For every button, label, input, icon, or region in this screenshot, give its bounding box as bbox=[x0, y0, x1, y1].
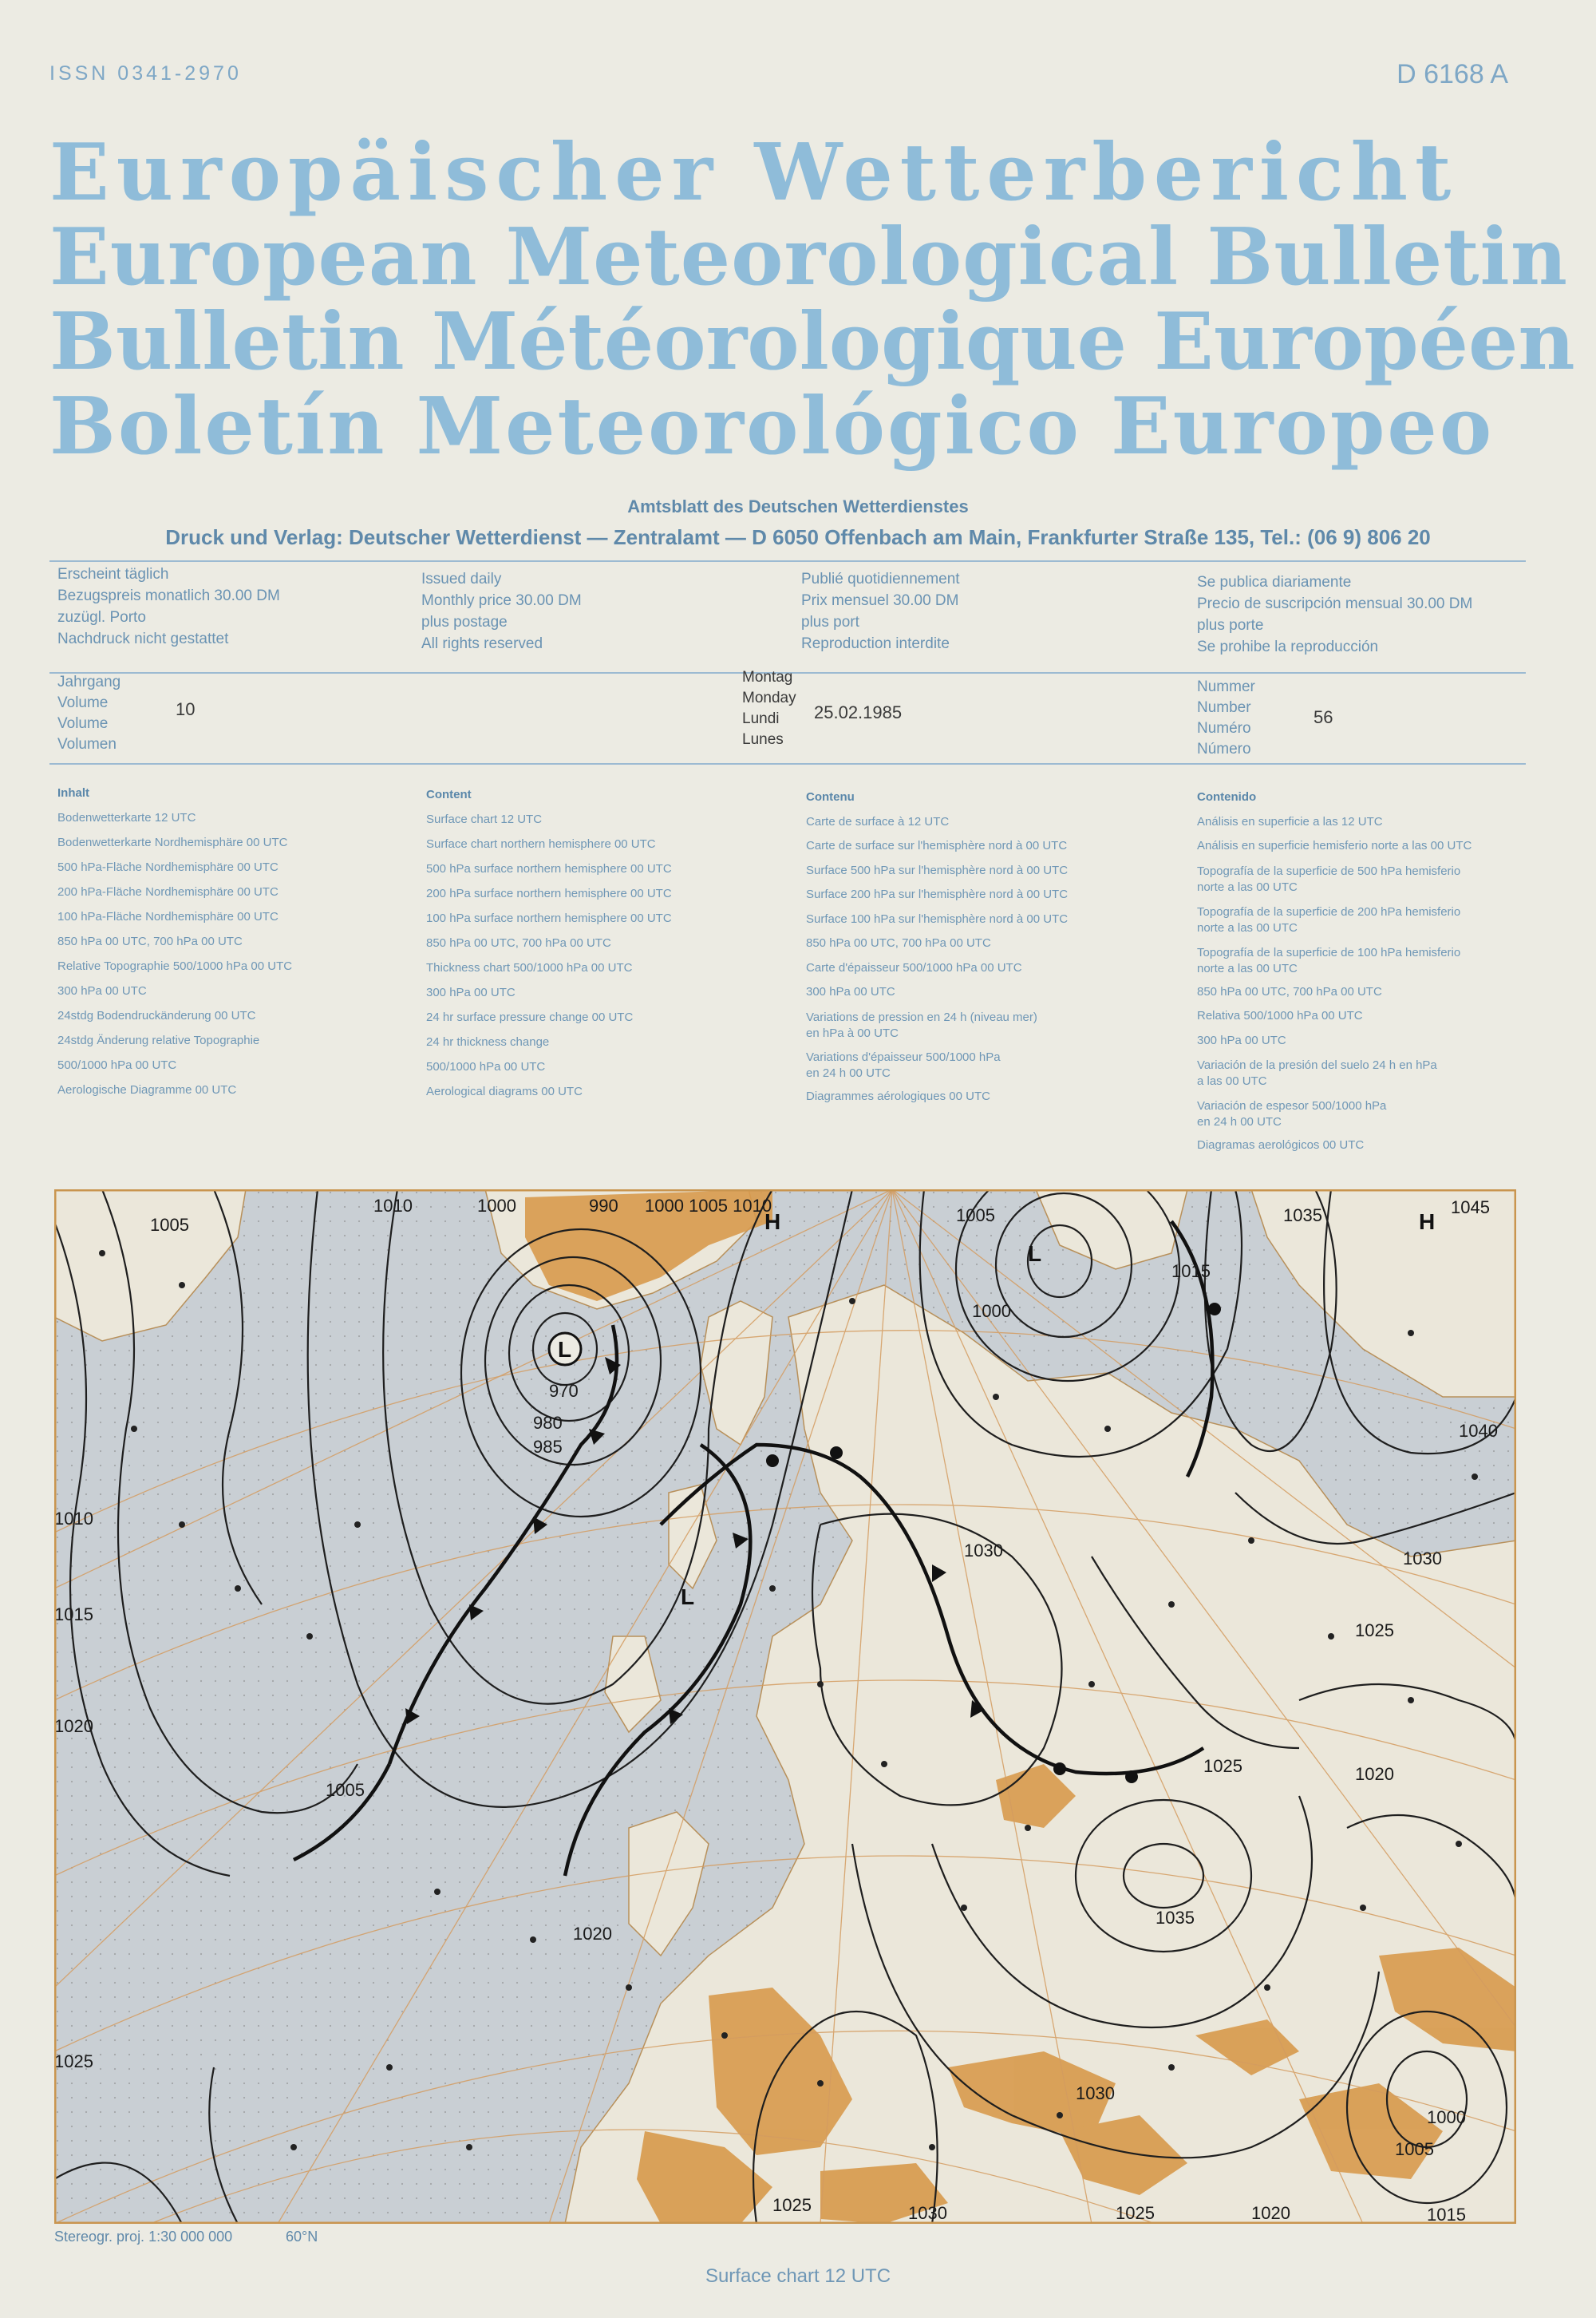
postal-code: D 6168 A bbox=[1396, 59, 1508, 89]
isobar-label: 1020 bbox=[1251, 2203, 1290, 2223]
isobar-label: 1000 1005 1010 bbox=[645, 1196, 772, 1216]
isobar-label: 1025 bbox=[1203, 1756, 1242, 1776]
isobar-label: 985 bbox=[533, 1437, 563, 1457]
contents-fr: Contenu Carte de surface à 12 UTC Carte de surface sur l'hemisphère nord à 00 UTC Surface 500 hPa sur l'hemisphère nord à 00 UTC Surface 200 hPa sur l'hemisphère nord à 00 UTC Surface 100 hPa sur l'hemisphère nord à 00 UTC 850 hPa 00 UTC, 700 hPa 00 UTC Carte d'épaisseur 500/1000 hPa 00 UTC 300 hPa 00 UTC Variations de pression en 24 h (niveau mer) en hPa à 00 UTC Variations d'épaisseur 500/1000 hPa en 24 h 00 UTC Diagrammes aérologiques 00 UTC bbox=[806, 790, 1069, 1103]
isobar-label: 1010 bbox=[373, 1196, 413, 1216]
publication-info-es: Se publica diariamente Precio de suscripción mensual 30.00 DM plus porte Se prohibe la reproducción bbox=[1197, 574, 1473, 655]
issue-date: 25.02.1985 bbox=[814, 702, 903, 722]
isobar-label: 1015 bbox=[54, 1604, 93, 1624]
isobar-label: 1020 bbox=[54, 1716, 93, 1736]
isobar-label: 1030 bbox=[964, 1541, 1003, 1560]
issue-number: 56 bbox=[1314, 707, 1333, 727]
publication-info-de: Erscheint täglich Bezugspreis monatlich 30.00 DM zuzügl. Porto Nachdruck nicht gestattet bbox=[57, 566, 280, 647]
isobar-label: 1025 bbox=[772, 2195, 812, 2215]
latitude-note: 60°N bbox=[286, 2229, 318, 2245]
isobar-label: 1005 bbox=[956, 1205, 995, 1225]
isobar-label: 1025 bbox=[54, 2051, 93, 2071]
isobar-label: 1000 bbox=[1427, 2107, 1466, 2127]
official-gazette-line: Amtsblatt des Deutschen Wetterdienstes bbox=[627, 496, 969, 516]
isobar-label: 1015 bbox=[1427, 2205, 1466, 2224]
projection-note: Stereogr. proj. 1:30 000 000 bbox=[54, 2229, 233, 2245]
chart-caption: Surface chart 12 UTC bbox=[705, 2265, 891, 2287]
issn-number: ISSN 0341-2970 bbox=[49, 62, 242, 85]
isobar-label: 1000 bbox=[972, 1301, 1011, 1321]
volume-labels: Jahrgang Volume Volume Volumen bbox=[57, 674, 121, 753]
surface-weather-map bbox=[54, 1189, 1516, 2224]
low-center-label: L bbox=[558, 1337, 572, 1362]
weekday-labels: Montag Monday Lundi Lunes bbox=[742, 669, 796, 748]
number-labels: Nummer Number Numéro Número bbox=[1197, 678, 1255, 758]
isobar-label: 1030 bbox=[1076, 2083, 1115, 2103]
divider bbox=[49, 560, 1526, 562]
isobar-label: 1005 bbox=[1395, 2139, 1434, 2159]
isobar-label: 990 bbox=[589, 1196, 618, 1216]
isobar-label: 1040 bbox=[1459, 1421, 1498, 1441]
isobar-label: 1030 bbox=[1403, 1549, 1442, 1568]
title-spanish: Boletín Meteorológico Europeo bbox=[49, 381, 1495, 473]
isobar-label: 1045 bbox=[1451, 1197, 1490, 1217]
isobar-label: 1005 bbox=[326, 1780, 365, 1800]
isobar-label: 1020 bbox=[573, 1924, 612, 1944]
publication-info-en: Issued daily Monthly price 30.00 DM plus postage All rights reserved bbox=[421, 571, 582, 652]
contents-es: Contenido Análisis en superficie a las 12 UTC Análisis en superficie hemisferio norte a las 00 UTC Topografía de la superficie de 500 hPa hemisferio norte a las 00 UTC Topografía de la superficie de 200 hPa hemisferio norte a las 00 UTC Topografía de la superficie de 100 hPa hemisferio norte a las 00 UTC 850 hPa 00 UTC, 700 hPa 00 UTC Relativa 500/1000 hPa 00 UTC 300 hPa 00 UTC Variación de la presión del suelo 24 h en hPa a las 00 UTC Variación de espesor 500/1000 hPa en 24 h 00 UTC Diagramas aerológicos 00 UTC bbox=[1197, 790, 1472, 1152]
low-center-label: L bbox=[1028, 1241, 1042, 1266]
contents-de: Inhalt Bodenwetterkarte 12 UTC Bodenwetterkarte Nordhemisphäre 00 UTC 500 hPa-Fläche Nordhemisphäre 00 UTC 200 hPa-Fläche Nordhemisphäre 00 UTC 100 hPa-Fläche Nordhemisphäre 00 UTC 850 hPa 00 UTC, 700 hPa 00 UTC Relative Topographie 500/1000 hPa 00 UTC 300 hPa 00 UTC 24stdg Bodendruckänderung 00 UTC 24stdg Änderung relative Topographie 500/1000 hPa 00 UTC Aerologische Diagramme 00 UTC bbox=[57, 786, 293, 1097]
high-center-label: H bbox=[1419, 1209, 1436, 1234]
publication-info-fr: Publié quotidiennement Prix mensuel 30.00 DM plus port Reproduction interdite bbox=[801, 571, 960, 652]
volume-value: 10 bbox=[176, 699, 196, 719]
contents-en: Content Surface chart 12 UTC Surface chart northern hemisphere 00 UTC 500 hPa surface northern hemisphere 00 UTC 200 hPa surface northern hemisphere 00 UTC 100 hPa surface northern hemisphere 00 UTC 850 hPa 00 UTC, 700 hPa 00 UTC Thickness chart 500/1000 hPa 00 UTC 300 hPa 00 UTC 24 hr surface pressure change 00 UTC 24 hr thickness change 500/1000 hPa 00 UTC Aerological diagrams 00 UTC bbox=[426, 788, 672, 1098]
isobar-label: 1025 bbox=[1116, 2203, 1155, 2223]
isobar-label: 1030 bbox=[908, 2203, 947, 2223]
title-english: European Meteorological Bulletin bbox=[49, 212, 1568, 303]
isobar-label: 1035 bbox=[1156, 1908, 1195, 1928]
isobar-label: 1010 bbox=[54, 1509, 93, 1529]
high-center-label: H bbox=[764, 1209, 781, 1234]
isobar-label: 970 bbox=[549, 1381, 579, 1401]
divider bbox=[49, 763, 1526, 765]
title-german: Europäischer Wetterbericht bbox=[49, 127, 1459, 219]
isobar-label: 1035 bbox=[1283, 1205, 1322, 1225]
isobar-label: 1020 bbox=[1355, 1764, 1394, 1784]
isobar-label: 980 bbox=[533, 1413, 563, 1433]
low-center-label: L bbox=[681, 1584, 695, 1609]
isobar-label: 1000 bbox=[477, 1196, 516, 1216]
isobar-label: 1005 bbox=[150, 1215, 189, 1235]
isobar-label: 1015 bbox=[1171, 1261, 1211, 1281]
isobar-label: 1025 bbox=[1355, 1620, 1394, 1640]
title-french: Bulletin Météorologique Européen bbox=[49, 296, 1575, 388]
publisher-line: Druck und Verlag: Deutscher Wetterdienst — Zentralamt — D 6050 Offenbach am Main, Frankfurter Straße 135, Tel.: (06 9) 806 20 bbox=[165, 525, 1431, 549]
